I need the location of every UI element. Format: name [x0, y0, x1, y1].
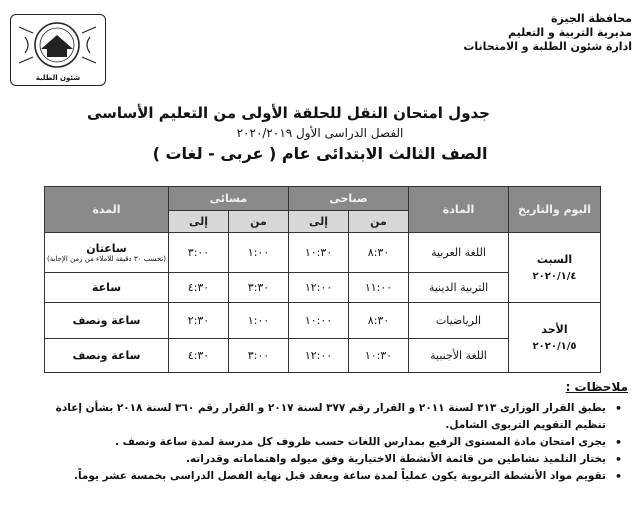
morning-to-cell: ١٠:٠٠	[289, 303, 349, 339]
evening-to-cell: ٣:٠٠	[169, 233, 229, 273]
governorate-name: محافظة الجيزة	[551, 12, 632, 25]
col-morning: صباحى	[289, 187, 409, 211]
notes-heading: ملاحظات :	[565, 380, 628, 394]
schedule-title: جدول امتحان النقل للحلقة الأولى من التعليم الأساسى	[86, 104, 490, 122]
grade-title: الصف الثالث الابتدائى عام ( عربى - لغات )	[152, 144, 488, 163]
bullet-icon: •	[614, 453, 622, 466]
evening-from-cell: ٣:٠٠	[229, 339, 289, 373]
morning-to-cell: ١٠:٣٠	[289, 233, 349, 273]
day-date: ٢٠٢٠/١/٥	[532, 340, 577, 352]
term-subtitle: الفصل الدراسى الأول ٢٠٢٠/٢٠١٩	[236, 126, 404, 140]
duration-cell: ساعة ونصف	[45, 339, 169, 373]
table-row	[45, 233, 601, 273]
list-item	[30, 400, 626, 434]
morning-to: إلى	[289, 211, 349, 233]
bullet-icon: •	[614, 402, 622, 415]
col-evening: مسائى	[169, 187, 289, 211]
evening-from-cell: ١:٠٠	[229, 303, 289, 339]
bullet-icon: •	[614, 436, 622, 449]
note-text: يطبق القرار الوزارى ٣١٣ لسنة ٢٠١١ و القرار رقم ٣٧٧ لسنة ٢٠١٧ و القرار رقم ٣٦٠ لسنة ٢٠١٨ بشأن إعادة تنظيم التقويم التربوى الشامل.	[55, 402, 606, 431]
evening-from-cell: ١:٠٠	[229, 233, 289, 273]
col-day-date: اليوم والتاريخ	[509, 187, 601, 233]
duration-note: (تحسب ٣٠ دقيقة للاملاء من زمن الإجابة)	[47, 255, 166, 263]
issuer-header	[463, 12, 632, 54]
day-name: الأحد	[541, 322, 568, 336]
day-name: السبت	[536, 252, 573, 266]
morning-to-cell: ١٢:٠٠	[289, 273, 349, 303]
note-text: يجرى امتحان مادة المستوى الرفيع بمدارس اللغات حسب ظروف كل مدرسة لمدة ساعة ونصف .	[115, 436, 606, 448]
subject-cell: الرياضيات	[409, 303, 509, 339]
exam-timetable	[44, 186, 601, 373]
note-text: يختار التلميذ نشاطين من قائمة الأنشطة الاختيارية وفق ميوله واهتماماته وقدراته.	[185, 453, 606, 465]
header-row	[45, 187, 601, 211]
evening-to-cell: ٢:٣٠	[169, 303, 229, 339]
table-row	[45, 303, 601, 339]
evening-from: من	[229, 211, 289, 233]
evening-to: إلى	[169, 211, 229, 233]
morning-from-cell: ١١:٠٠	[349, 273, 409, 303]
list-item	[30, 468, 626, 485]
notes-list	[30, 400, 626, 485]
col-duration: المدة	[45, 187, 169, 233]
col-subject: المادة	[409, 187, 509, 233]
evening-from-cell: ٣:٣٠	[229, 273, 289, 303]
morning-to-cell: ١٢:٠٠	[289, 339, 349, 373]
duration-cell: ساعة ونصف	[45, 303, 169, 339]
morning-from-cell: ١٠:٣٠	[349, 339, 409, 373]
subject-cell: اللغة العربية	[409, 233, 509, 273]
directorate-name: مديرية التربية و التعليم	[508, 26, 632, 39]
list-item	[30, 451, 626, 468]
day-date: ٢٠٢٠/١/٤	[532, 270, 577, 282]
department-name: ادارة شئون الطلبة و الامتحانات	[463, 40, 632, 53]
evening-to-cell: ٤:٣٠	[169, 273, 229, 303]
day-cell	[509, 233, 601, 303]
bullet-icon: •	[614, 470, 622, 483]
day-cell	[509, 303, 601, 373]
morning-from: من	[349, 211, 409, 233]
ministry-logo	[10, 14, 106, 86]
subject-cell: التربية الدينية	[409, 273, 509, 303]
logo-caption: شئون الطلبة	[35, 74, 81, 82]
morning-from-cell: ٨:٣٠	[349, 303, 409, 339]
list-item	[30, 434, 626, 451]
duration-cell	[45, 233, 169, 273]
duration-value: ساعتان	[86, 242, 127, 255]
duration-cell: ساعة	[45, 273, 169, 303]
morning-from-cell: ٨:٣٠	[349, 233, 409, 273]
note-text: تقويم مواد الأنشطة التربوية يكون عملياً لمدة ساعة ويعقد قبل نهاية الفصل الدراسى بخمسة عشر يوماً.	[73, 470, 606, 482]
evening-to-cell: ٤:٣٠	[169, 339, 229, 373]
subject-cell: اللغة الأجنبية	[409, 339, 509, 373]
